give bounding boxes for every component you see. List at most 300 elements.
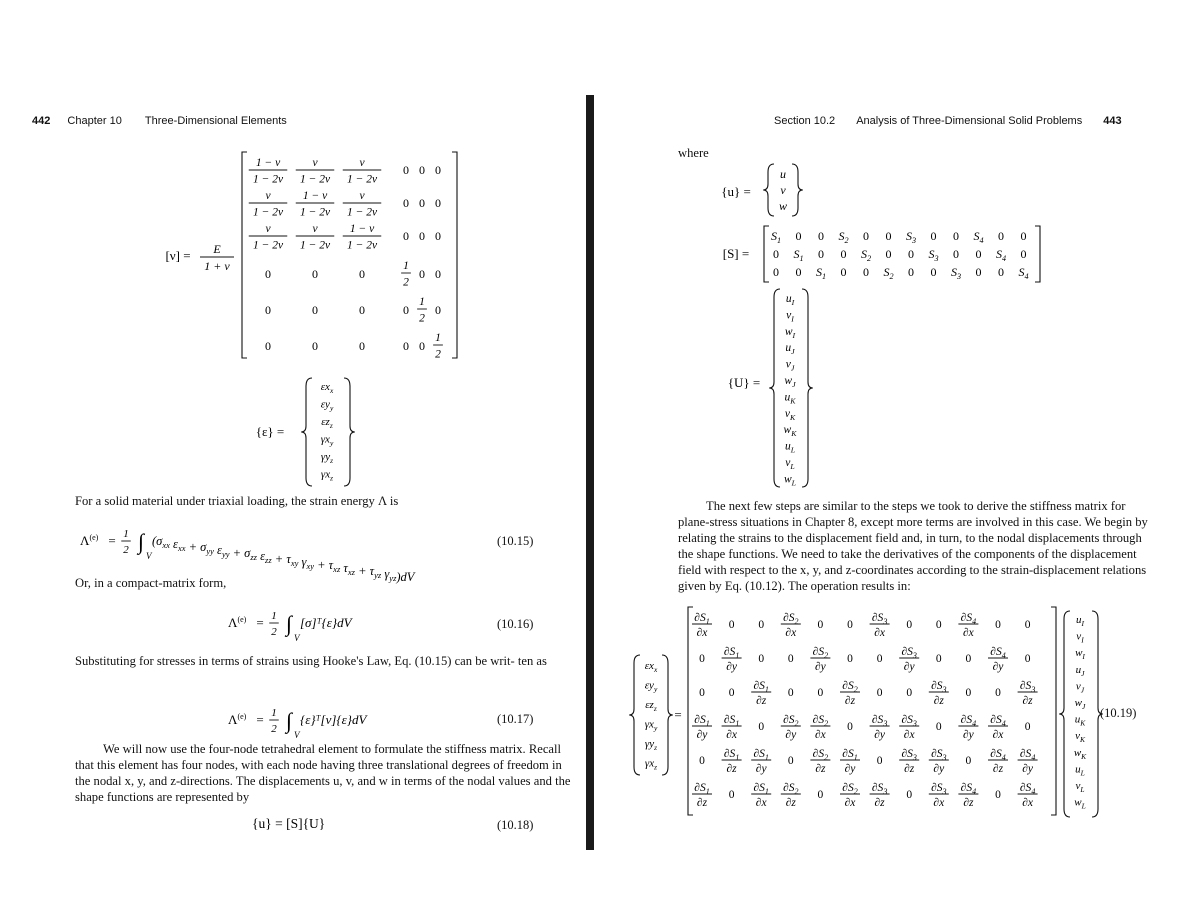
strain-component: $\varepsilon x_x$: [320, 381, 334, 395]
s-matrix-zero: 0: [840, 265, 847, 279]
b-matrix-zero: 0: [1024, 619, 1031, 631]
nu-matrix-zero: 0: [435, 229, 441, 243]
b-matrix-denominator: ∂x: [933, 797, 945, 809]
nodal-displacement: $v_K$: [784, 407, 796, 422]
b-matrix-zero: 0: [995, 619, 1001, 631]
b-matrix-numerator: $\partial S_1$: [753, 748, 769, 762]
right-bracket: [1051, 607, 1056, 815]
nu-matrix-zero: 0: [403, 163, 409, 177]
nu-matrix-entry-numerator: ν: [359, 157, 365, 169]
chapter-label: Chapter 10: [67, 115, 122, 127]
right-bracket: [452, 152, 457, 358]
b-matrix-numerator: $\partial S_1$: [723, 748, 740, 762]
para-four-node: We will now use the four-node tetrahedral element to formulate the stiffness matrix. Recall that this element has four nodes, with each node having three translational degrees of freedom in the nodal x, y, and z-directions. The displacements u, v, and w in terms of the nodal values and the shape functions are represented by: [75, 742, 571, 804]
integral-domain: V: [294, 633, 300, 643]
b-matrix-zero: 0: [1024, 653, 1031, 665]
b-matrix-zero: 0: [876, 653, 883, 665]
nodal-displacement: $u_I$: [785, 293, 795, 307]
b-matrix-numerator: $\partial S_1$: [694, 782, 710, 796]
b-matrix-numerator: $\partial S_3$: [871, 714, 888, 728]
b-matrix-numerator: $\partial S_4$: [990, 646, 1006, 660]
b-matrix-zero: 0: [699, 653, 705, 665]
equals-sign: =: [256, 712, 264, 727]
b-matrix-denominator: ∂x: [785, 627, 797, 639]
s-matrix-shape-function: $S_1$: [815, 265, 827, 281]
b-matrix-numerator: $\partial S_4$: [990, 748, 1006, 762]
b-matrix-denominator: ∂z: [726, 763, 737, 775]
b-matrix-denominator: ∂y: [696, 729, 708, 741]
b-matrix-numerator: $\partial S_2$: [783, 714, 799, 728]
nu-matrix-zero: 0: [419, 163, 425, 177]
b-matrix-denominator: ∂x: [874, 627, 885, 639]
nodal-displacement: $w_J$: [784, 375, 796, 389]
b-matrix-numerator: $\partial S_2$: [783, 612, 799, 626]
b-matrix-zero: 0: [935, 653, 942, 665]
nu-matrix-entry-numerator: ν: [312, 223, 318, 235]
integral-domain: V: [146, 551, 152, 561]
s-matrix-shape-function: $S_4$: [995, 247, 1007, 263]
nodal-displacement: $w_I$: [1075, 647, 1085, 662]
nu-matrix-zero: 0: [312, 267, 318, 281]
nodal-displacement: $v_K$: [1075, 730, 1085, 745]
b-matrix-denominator: ∂x: [755, 797, 767, 809]
b-matrix-zero: 0: [965, 687, 972, 699]
u-component: u: [780, 167, 786, 181]
nodal-displacement: $w_K$: [1073, 746, 1087, 761]
nu-matrix-entry-numerator: 1 − ν: [302, 190, 328, 202]
u-vector-lhs: {u} =: [721, 184, 751, 199]
nu-matrix-entry-denominator: 1 − 2ν: [252, 206, 284, 219]
b-matrix-denominator: ∂x: [844, 797, 856, 809]
b-matrix-zero: 0: [699, 687, 705, 699]
para-compact: Or, in a compact-matrix form,: [75, 576, 227, 590]
section-title: Analysis of Three-Dimensional Solid Problems: [856, 115, 1083, 127]
s-matrix-zero: 0: [1020, 247, 1027, 261]
left-brace: [629, 655, 640, 775]
left-brace: [769, 289, 780, 487]
nodal-displacement: $u_L$: [784, 440, 796, 455]
nu-matrix-zero: 0: [403, 229, 409, 243]
nu-matrix-zero: 0: [403, 196, 409, 210]
b-matrix-numerator: $\partial S_3$: [901, 748, 917, 762]
s-matrix: [716, 222, 1076, 286]
b-matrix-denominator: ∂y: [844, 763, 856, 775]
nu-matrix-zero: 0: [435, 196, 441, 210]
nu-matrix-zero: 0: [359, 303, 365, 317]
s-matrix-shape-function: $S_4$: [973, 229, 984, 245]
s-matrix-zero: 0: [818, 247, 824, 261]
equation-number-10-16: (10.16): [497, 617, 534, 631]
s-matrix-shape-function: $S_3$: [905, 229, 917, 245]
nu-matrix-entry-numerator: ν: [265, 190, 271, 202]
s-matrix-zero: 0: [863, 229, 869, 243]
b-matrix-denominator: ∂z: [756, 695, 767, 707]
s-matrix-zero: 0: [975, 247, 982, 261]
b-matrix-numerator: $\partial S_1$: [753, 782, 769, 796]
equation-number-10-17: (10.17): [497, 712, 534, 726]
chapter-title: Three-Dimensional Elements: [144, 115, 287, 127]
b-matrix-zero: 0: [817, 789, 824, 801]
s-matrix-zero: 0: [953, 247, 959, 261]
nu-matrix-entry-denominator: 1 − 2ν: [252, 173, 284, 186]
integral-sign: ∫: [137, 529, 145, 554]
nu-matrix-half-numerator: 1: [435, 332, 441, 344]
b-matrix-zero: 0: [787, 653, 794, 665]
b-matrix-denominator: ∂y: [726, 661, 737, 673]
right-page-number: 443: [1103, 115, 1122, 127]
half-denominator: 2: [271, 723, 277, 735]
left-brace: [301, 378, 312, 486]
b-matrix-numerator: $\partial S_2$: [812, 646, 829, 660]
nu-matrix-entry-numerator: ν: [359, 190, 365, 202]
para-substituting: Substituting for stresses in terms of strains using Hooke's Law, Eq. (10.15) can be writ- ten as: [75, 654, 547, 668]
b-matrix-numerator: $\partial S_2$: [783, 782, 799, 796]
equation-10-18: [252, 812, 392, 836]
nu-matrix-zero: 0: [265, 267, 271, 281]
nodal-displacement: $u_I$: [1076, 614, 1084, 628]
b-matrix-denominator: ∂z: [904, 763, 915, 775]
nu-matrix-entry-numerator: 1 − ν: [255, 157, 281, 169]
binding-gutter: [586, 95, 594, 850]
s-matrix-zero: 0: [1020, 229, 1027, 243]
b-matrix-zero: 0: [728, 789, 735, 801]
nu-matrix-half-denominator: 2: [403, 276, 409, 289]
b-matrix-denominator: ∂y: [992, 661, 1004, 673]
b-matrix-numerator: $\partial S_4$: [990, 714, 1006, 728]
b-matrix-numerator: $\partial S_3$: [1019, 680, 1036, 694]
equation-10-17: [228, 697, 408, 743]
nu-matrix-entry-denominator: 1 − 2ν: [299, 206, 331, 219]
b-matrix-denominator: ∂z: [933, 695, 944, 707]
b-matrix-numerator: $\partial S_3$: [901, 646, 917, 660]
left-brace: [1059, 611, 1070, 817]
b-matrix-numerator: $\partial S_2$: [812, 714, 829, 728]
right-bracket: [1035, 226, 1040, 282]
b-matrix-zero: 0: [876, 755, 883, 767]
equation-number-10-19: (10.19): [1100, 706, 1137, 720]
b-matrix-numerator: $\partial S_1$: [723, 714, 740, 728]
para-next-steps: The next few steps are similar to the steps we took to derive the stiffness matrix for plane-stress situations in Chapter 8, except more terms are involved in this case. We begin by relating the strains to the displacement field and, in turn, to the nodal displacements through the shape functions. We need to take the derivatives of the components of the displacement field with respect to the x, y, and z-coordinates according to the strain-displacement relations given by Eq. (10.12). The operation results in:: [678, 499, 1148, 593]
nu-matrix-zero: 0: [435, 303, 441, 317]
nu-matrix-zero: 0: [419, 339, 425, 353]
equation-number-10-18: (10.18): [497, 818, 534, 832]
s-matrix-shape-function: $S_1$: [793, 247, 804, 263]
b-matrix-zero: 0: [906, 687, 913, 699]
nu-matrix-entry-numerator: 1 − ν: [349, 223, 375, 235]
nu-matrix-half-numerator: 1: [403, 260, 409, 272]
integral-sign: ∫: [285, 611, 293, 636]
displacement-equation: {u} = [S]{U}: [252, 816, 326, 831]
nodal-displacement: $u_K$: [1074, 713, 1086, 728]
b-matrix-numerator: $\partial S_1$: [694, 714, 710, 728]
left-bracket: [242, 152, 247, 358]
s-matrix-zero: 0: [930, 229, 937, 243]
s-matrix-shape-function: $S_3$: [928, 247, 939, 263]
strain-energy-symbol: $\Lambda^{(e)}$: [228, 615, 247, 630]
where-label: where: [678, 146, 709, 160]
nu-matrix-half-denominator: 2: [435, 348, 441, 361]
nodal-displacement: $u_L$: [1075, 763, 1085, 778]
s-matrix-zero: 0: [998, 229, 1004, 243]
nodal-displacement: $w_L$: [783, 473, 797, 488]
strain-component: $\varepsilon z_z$: [645, 699, 657, 713]
strain-vector-lhs: {ε} =: [255, 424, 285, 439]
s-matrix-zero: 0: [885, 247, 892, 261]
nodal-displacement: $v_J$: [1075, 680, 1085, 695]
nu-matrix-zero: 0: [419, 267, 425, 281]
b-matrix-zero: 0: [817, 619, 824, 631]
nu-matrix-zero: 0: [435, 163, 441, 177]
strain-component: $\gamma y_z$: [644, 738, 658, 752]
b-matrix-numerator: $\partial S_4$: [960, 782, 977, 796]
nu-matrix-zero: 0: [359, 339, 365, 353]
u-vector: [716, 160, 826, 220]
s-matrix-shape-function: $S_2$: [838, 229, 849, 245]
s-matrix-shape-function: $S_4$: [1018, 265, 1029, 281]
equals-sign: =: [108, 533, 116, 548]
b-matrix-denominator: ∂y: [815, 661, 826, 673]
s-matrix-zero: 0: [908, 265, 914, 279]
left-page: [0, 0, 590, 918]
half-numerator: 1: [271, 707, 277, 719]
b-matrix-denominator: ∂x: [726, 729, 737, 741]
s-matrix-zero: 0: [773, 247, 779, 261]
strain-component: $\varepsilon y_y$: [644, 679, 658, 694]
s-matrix-zero: 0: [863, 265, 869, 279]
nodal-displacement: $u_J$: [1075, 663, 1085, 678]
b-matrix-numerator: $\partial S_3$: [871, 782, 888, 796]
b-matrix-numerator: $\partial S_4$: [1019, 782, 1036, 796]
s-matrix-zero: 0: [840, 247, 847, 261]
s-matrix-shape-function: $S_3$: [950, 265, 962, 281]
left-running-header: [32, 115, 287, 127]
b-matrix-denominator: ∂y: [963, 729, 974, 741]
nu-matrix-zero: 0: [435, 267, 441, 281]
b-matrix-zero: 0: [906, 789, 913, 801]
equation-10-16: [228, 600, 388, 646]
b-matrix-zero: 0: [906, 619, 913, 631]
nu-matrix-zero: 0: [419, 196, 425, 210]
nu-matrix-zero: 0: [265, 303, 271, 317]
b-matrix-denominator: ∂x: [963, 627, 974, 639]
nu-matrix-zero: 0: [312, 339, 318, 353]
b-matrix-denominator: ∂x: [1022, 797, 1033, 809]
nodal-displacement: $v_J$: [785, 358, 795, 373]
strain-component: $\gamma y_z$: [320, 451, 334, 465]
s-matrix-zero: 0: [885, 229, 892, 243]
b-matrix-zero: 0: [1024, 721, 1031, 733]
s-matrix-zero: 0: [795, 229, 802, 243]
strain-component: $\varepsilon y_y$: [320, 398, 334, 413]
b-matrix-numerator: $\partial S_2$: [842, 680, 858, 694]
s-matrix-shape-function: $S_1$: [770, 229, 782, 245]
b-matrix-denominator: ∂z: [844, 695, 856, 707]
b-matrix-zero: 0: [728, 619, 735, 631]
b-matrix-zero: 0: [995, 789, 1001, 801]
s-matrix-zero: 0: [908, 247, 914, 261]
left-bracket: [688, 607, 693, 815]
strain-component: $\gamma x_y$: [644, 718, 658, 733]
b-matrix-zero: 0: [995, 687, 1001, 699]
para-strain-energy: For a solid material under triaxial loading, the strain energy Λ is: [75, 494, 399, 508]
b-matrix-zero: 0: [876, 687, 883, 699]
b-matrix-zero: 0: [965, 653, 972, 665]
right-brace: [344, 378, 355, 486]
b-matrix-denominator: ∂y: [785, 729, 797, 741]
b-matrix-numerator: $\partial S_1$: [694, 612, 710, 626]
b-matrix-denominator: ∂z: [992, 763, 1004, 775]
nu-matrix-factor-numerator: E: [213, 242, 221, 256]
nodal-displacement: $v_L$: [1075, 780, 1085, 794]
nodal-displacement: $v_L$: [785, 457, 795, 471]
b-matrix-zero: 0: [847, 619, 853, 631]
b-matrix-zero: 0: [787, 687, 794, 699]
U-vector-lhs: {U} =: [727, 375, 761, 390]
integral-sign: ∫: [285, 708, 293, 733]
right-brace: [792, 164, 803, 216]
b-matrix-denominator: ∂z: [815, 763, 826, 775]
b-matrix-denominator: ∂z: [1022, 695, 1033, 707]
nodal-displacement: $v_I$: [786, 309, 794, 324]
nodal-displacement: $w_L$: [1074, 796, 1086, 811]
equals-sign: =: [256, 615, 264, 630]
integrand: [σ]ᵀ{ε}dV: [300, 615, 352, 630]
b-matrix-zero: 0: [817, 687, 824, 699]
right-running-header: [774, 115, 1122, 127]
s-matrix-zero: 0: [975, 265, 982, 279]
nodal-displacement: $u_K$: [784, 391, 796, 406]
nu-matrix-entry-denominator: 1 − 2ν: [346, 173, 378, 186]
nodal-displacement: $v_I$: [1076, 630, 1084, 645]
nodal-displacement-vector: [726, 285, 846, 491]
b-matrix-numerator: $\partial S_3$: [901, 714, 917, 728]
nu-matrix: [150, 140, 470, 370]
b-matrix-numerator: $\partial S_3$: [931, 680, 947, 694]
b-matrix-numerator: $\partial S_4$: [1019, 748, 1036, 762]
s-matrix-shape-function: $S_2$: [883, 265, 894, 281]
nu-matrix-half-denominator: 2: [419, 312, 425, 325]
b-matrix-zero: 0: [847, 653, 853, 665]
integral-domain: V: [294, 730, 300, 740]
b-matrix-numerator: $\partial S_1$: [723, 646, 740, 660]
strain-component: $\varepsilon z_z$: [321, 416, 333, 430]
b-matrix-denominator: ∂y: [755, 763, 767, 775]
nu-matrix-entry-numerator: ν: [265, 223, 271, 235]
nu-matrix-zero: 0: [403, 339, 409, 353]
nodal-displacement: $w_K$: [783, 424, 797, 439]
nu-matrix-zero: 0: [312, 303, 318, 317]
b-matrix-denominator: ∂z: [785, 797, 796, 809]
equation-10-19: [616, 605, 1086, 820]
section-label: Section 10.2: [774, 115, 836, 127]
nodal-displacement: $u_J$: [785, 342, 795, 357]
b-matrix-denominator: ∂y: [1022, 763, 1033, 775]
nu-matrix-zero: 0: [419, 229, 425, 243]
s-matrix-zero: 0: [998, 265, 1004, 279]
half-denominator: 2: [123, 544, 129, 556]
strain-component: $\varepsilon x_x$: [644, 660, 658, 674]
b-matrix-denominator: ∂y: [933, 763, 945, 775]
b-matrix-zero: 0: [847, 721, 853, 733]
half-denominator: 2: [271, 626, 277, 638]
half-numerator: 1: [123, 528, 129, 540]
b-matrix-denominator: ∂y: [903, 661, 915, 673]
s-matrix-zero: 0: [953, 229, 959, 243]
b-matrix-zero: 0: [935, 721, 942, 733]
nu-matrix-zero: 0: [265, 339, 271, 353]
b-matrix-denominator: ∂x: [815, 729, 826, 741]
nu-matrix-entry-denominator: 1 − 2ν: [299, 173, 331, 186]
b-matrix-numerator: $\partial S_4$: [960, 714, 977, 728]
s-matrix-zero: 0: [930, 265, 937, 279]
b-matrix-numerator: $\partial S_1$: [842, 748, 858, 762]
nu-matrix-entry-denominator: 1 − 2ν: [346, 206, 378, 219]
b-matrix-zero: 0: [728, 687, 735, 699]
b-matrix-zero: 0: [965, 755, 972, 767]
nu-matrix-factor-denominator: 1 + ν: [204, 259, 230, 273]
strain-component: $\gamma x_z$: [644, 757, 658, 772]
s-matrix-zero: 0: [773, 265, 779, 279]
b-matrix-denominator: ∂x: [992, 729, 1004, 741]
b-matrix-denominator: ∂z: [874, 797, 885, 809]
b-matrix-denominator: ∂x: [903, 729, 915, 741]
b-matrix-zero: 0: [699, 755, 705, 767]
b-matrix-zero: 0: [935, 619, 942, 631]
b-matrix-denominator: ∂x: [696, 627, 708, 639]
s-matrix-zero: 0: [818, 229, 824, 243]
strain-energy-symbol: $\Lambda^{(e)}$: [228, 712, 247, 727]
s-matrix-shape-function: $S_2$: [860, 247, 872, 263]
b-matrix-denominator: ∂z: [963, 797, 974, 809]
nodal-displacement: $w_I$: [784, 325, 796, 340]
left-brace: [763, 164, 774, 216]
strain-component: $\gamma x_z$: [320, 468, 334, 483]
nu-matrix-entry-denominator: 1 − 2ν: [346, 239, 378, 252]
b-matrix-numerator: $\partial S_3$: [871, 612, 888, 626]
b-matrix-zero: 0: [787, 755, 794, 767]
u-component: v: [780, 183, 786, 197]
right-brace: [802, 289, 813, 487]
b-matrix-numerator: $\partial S_3$: [931, 782, 947, 796]
left-page-number: 442: [32, 115, 51, 127]
nu-matrix-entry-denominator: 1 − 2ν: [299, 239, 331, 252]
b-matrix-numerator: $\partial S_2$: [842, 782, 858, 796]
half-numerator: 1: [271, 610, 277, 622]
b-matrix-zero: 0: [758, 619, 765, 631]
b-matrix-denominator: ∂z: [696, 797, 708, 809]
integrand: {ε}ᵀ[ν]{ε}dV: [300, 712, 367, 727]
nu-matrix-lhs: [ν] =: [165, 248, 191, 263]
b-matrix-zero: 0: [758, 721, 765, 733]
equation-number-10-15: (10.15): [497, 534, 534, 548]
right-brace: [662, 655, 673, 775]
left-bracket: [764, 226, 769, 282]
strain-component: $\gamma x_y$: [320, 433, 334, 448]
b-matrix-denominator: ∂y: [874, 729, 885, 741]
b-matrix-numerator: $\partial S_4$: [960, 612, 977, 626]
strain-energy-symbol: $\Lambda^{(e)}$: [80, 533, 99, 548]
integrand: ($\sigma_{xx}$ $\varepsilon_{xx} + \sigma_{yy}$ $\varepsilon_{yy} + \sigma_{zz}$ $\varepsilon_{zz} + \tau_{xy}$ $\gamma_{xy} + \tau_{xz}$ $\tau_{xz} + \tau_{yz}$ $\gamma_{yz})dV$: [152, 534, 415, 584]
nu-matrix-zero: 0: [359, 267, 365, 281]
s-matrix-lhs: [S] =: [722, 246, 750, 261]
nu-matrix-entry-denominator: 1 − 2ν: [252, 239, 284, 252]
u-component: w: [778, 199, 788, 213]
strain-vector: [250, 372, 360, 492]
b-matrix-numerator: $\partial S_3$: [931, 748, 947, 762]
nu-matrix-entry-numerator: ν: [312, 157, 318, 169]
b-matrix-numerator: $\partial S_2$: [812, 748, 829, 762]
b-matrix-numerator: $\partial S_1$: [753, 680, 769, 694]
